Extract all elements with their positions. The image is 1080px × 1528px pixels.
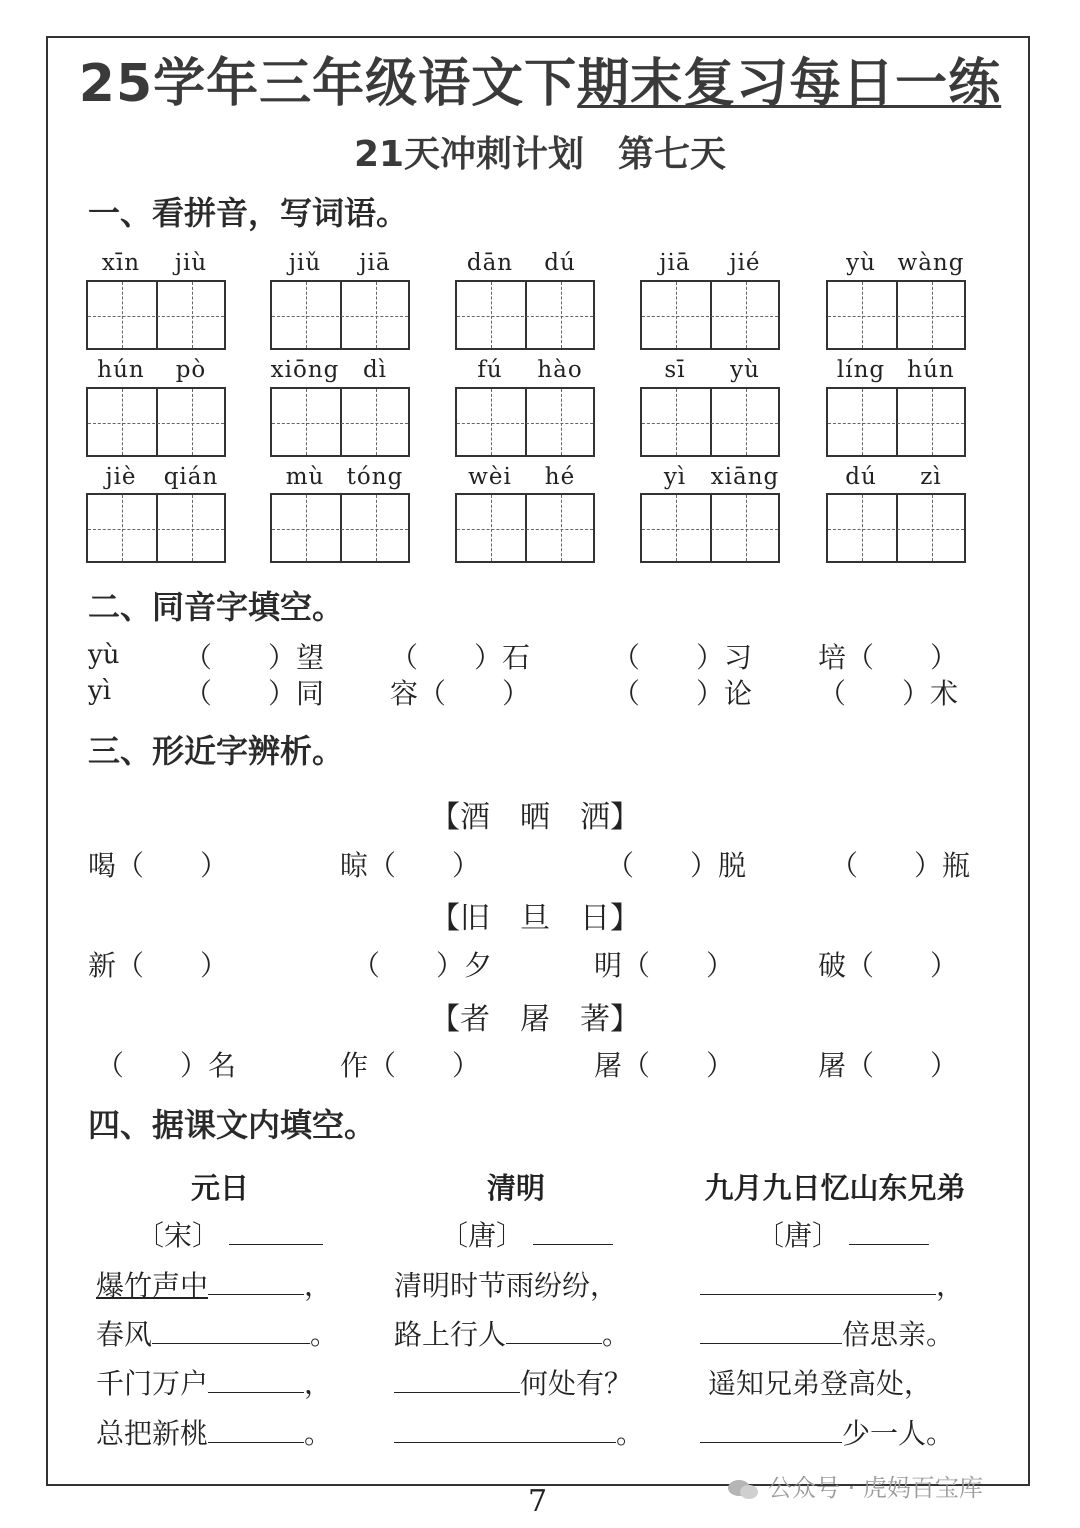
pinyin-label [454,250,596,276]
pinyin-label [454,357,596,383]
pinyin-label [269,250,411,276]
fill-blank[interactable] [700,1266,936,1295]
pinyin-syllable: yù [730,357,760,383]
writing-grid-box[interactable] [455,280,595,350]
homophone-blank[interactable]: （ ）同 [184,677,325,710]
pinyin-label [85,250,227,276]
similar-char-blank[interactable]: 喝（ ） [88,849,229,882]
poem3-title: 九月九日忆山东兄弟 [704,1171,966,1205]
section3-heading: 三、形近字辨析。 [88,732,345,770]
pinyin-syllable: jié [729,250,761,276]
char-group-1: 【酒 晒 洒】 [430,800,640,835]
section2-heading: 二、同音字填空。 [88,588,345,626]
writing-grid-box[interactable] [826,280,966,350]
poem3-line3: 遥知兄弟登高处， [708,1367,933,1400]
writing-grid-box[interactable] [826,387,966,457]
author-blank[interactable] [229,1216,323,1245]
pinyin-syllable: jiǔ [288,250,322,276]
fill-blank[interactable] [700,1315,842,1344]
pinyin-label [85,464,227,490]
fill-blank[interactable] [506,1315,602,1344]
fill-blank[interactable] [208,1364,304,1393]
pinyin-syllable: hé [544,464,576,490]
pinyin-label [639,250,781,276]
pinyin-label [639,464,781,490]
pinyin-syllable: dú [845,464,877,490]
poem1-line1: 爆竹声中 ， [96,1264,332,1304]
pinyin-syllable: hún [907,357,955,383]
writing-grid-box[interactable] [640,280,780,350]
pinyin-syllable: hào [537,357,583,383]
writing-grid-box[interactable] [455,493,595,563]
pinyin-syllable: dú [544,250,576,276]
poem2-line1: 清明时节雨纷纷， [394,1269,619,1302]
fill-blank[interactable] [152,1315,310,1344]
similar-char-blank[interactable]: （ ）夕 [352,949,493,982]
pinyin-label [454,464,596,490]
homophone-blank[interactable]: 容（ ） [390,677,531,710]
fill-blank[interactable] [394,1414,616,1443]
pinyin-syllable: jiā [359,250,391,276]
poem2-line4: 。 [394,1412,644,1452]
writing-grid-box[interactable] [270,280,410,350]
writing-grid-box[interactable] [270,387,410,457]
similar-char-blank[interactable]: 明（ ） [594,949,735,982]
homophone-blank[interactable]: （ ）石 [390,641,531,674]
pinyin-label [825,250,967,276]
wechat-icon [726,1478,760,1500]
similar-char-blank[interactable]: （ ）瓶 [830,849,971,882]
pinyin-syllable: xīn [101,250,141,276]
homophone-blank[interactable]: 培（ ） [818,641,959,674]
pinyin-syllable: yì [663,464,687,490]
author-blank[interactable] [533,1216,613,1245]
page-subtitle: 21天冲刺计划 第七天 [353,134,727,175]
writing-grid-box[interactable] [86,280,226,350]
pinyin-syllable: zì [920,464,942,490]
similar-char-blank[interactable]: 破（ ） [818,949,959,982]
page-title: 25学年三年级语文下期末复习每日一练 [78,54,1002,114]
homophone-blank[interactable]: （ ）术 [818,677,959,710]
author-blank[interactable] [849,1216,929,1245]
pinyin-label [85,357,227,383]
pinyin-yi: yì [88,676,112,706]
homophone-blank[interactable]: （ ）论 [612,677,753,710]
poem2-dynasty-line: 〔唐〕 [440,1214,613,1254]
poem2-line3: 何处有？ [394,1362,632,1402]
writing-grid-box[interactable] [86,493,226,563]
pinyin-syllable: pò [175,357,207,383]
pinyin-label [825,464,967,490]
poem1-title: 元日 [190,1171,249,1205]
similar-char-blank[interactable]: 屠（ ） [594,1049,735,1082]
poem1-line3: 千门万户 ， [96,1362,332,1402]
fill-blank[interactable] [394,1364,520,1393]
pinyin-syllable: tóng [346,464,404,490]
poem2-line2: 路上行人 。 [394,1313,630,1353]
pinyin-syllable: jiā [659,250,691,276]
pinyin-syllable: sī [664,357,686,383]
pinyin-syllable: jiè [105,464,137,490]
writing-grid-box[interactable] [640,387,780,457]
poem1-dynasty-line: 〔宋〕 [136,1214,323,1254]
poem2-title: 清明 [486,1171,545,1205]
page-number: 7 [528,1484,548,1519]
writing-grid-box[interactable] [826,493,966,563]
writing-grid-box[interactable] [270,493,410,563]
poem3-dynasty-line: 〔唐〕 [756,1214,929,1254]
pinyin-label [269,464,411,490]
poem3-line1: ， [700,1264,964,1304]
writing-grid-box[interactable] [86,387,226,457]
section1-heading: 一、看拼音，写词语。 [88,194,409,232]
similar-char-blank[interactable]: （ ）名 [96,1049,237,1082]
pinyin-label [825,357,967,383]
writing-grid-box[interactable] [455,387,595,457]
section4-heading: 四、据课文内填空。 [88,1106,377,1144]
pinyin-syllable: xiōng [270,357,340,383]
similar-char-blank[interactable]: 晾（ ） [340,849,481,882]
pinyin-syllable: xiāng [710,464,780,490]
pinyin-syllable: jiù [174,250,208,276]
similar-char-blank[interactable]: 屠（ ） [818,1049,959,1082]
pinyin-label [269,357,411,383]
char-group-3: 【者 屠 著】 [430,1002,640,1037]
pinyin-syllable: qián [163,464,219,490]
poem1-line4: 总把新桃 。 [96,1412,332,1452]
pinyin-syllable: mù [285,464,325,490]
char-group-2: 【旧 旦 日】 [430,901,640,936]
pinyin-syllable: wèi [468,464,512,490]
poem1-line2: 春风 。 [96,1313,338,1353]
similar-char-blank[interactable]: 作（ ） [340,1049,481,1082]
pinyin-syllable: líng [836,357,886,383]
fill-blank[interactable] [208,1414,304,1443]
similar-char-blank[interactable]: 新（ ） [88,949,229,982]
similar-char-blank[interactable]: （ ）脱 [606,849,747,882]
pinyin-syllable: yù [846,250,876,276]
pinyin-syllable: dì [362,357,388,383]
watermark: 公众号 · 虎妈百宝库 [726,1468,983,1503]
pinyin-syllable: fú [477,357,503,383]
homophone-blank[interactable]: （ ）望 [184,641,325,674]
poem3-line4: 少一人。 [700,1412,954,1452]
fill-blank[interactable] [208,1266,304,1295]
fill-blank[interactable] [700,1414,842,1443]
pinyin-yu: yù [88,640,120,670]
pinyin-syllable: hún [97,357,145,383]
writing-grid-box[interactable] [640,493,780,563]
homophone-blank[interactable]: （ ）习 [612,641,753,674]
pinyin-label [639,357,781,383]
pinyin-syllable: wàng [897,250,965,276]
poem3-line2: 倍思亲。 [700,1313,954,1353]
pinyin-syllable: dān [466,250,514,276]
